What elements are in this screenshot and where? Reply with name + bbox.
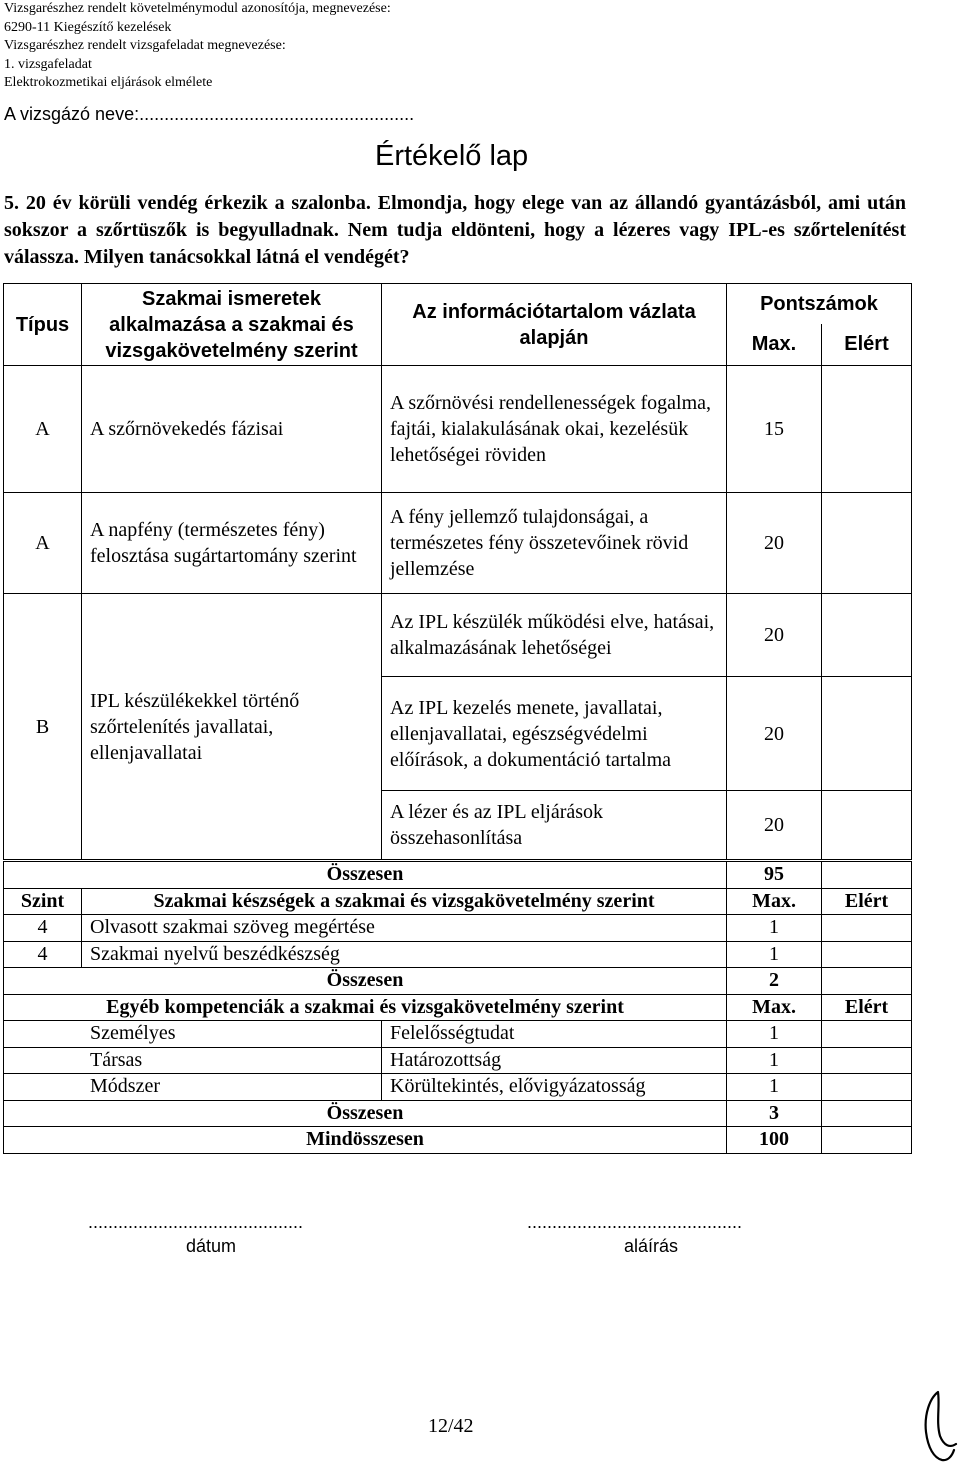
row-type: A bbox=[4, 493, 82, 594]
table-row bbox=[4, 1021, 912, 1048]
date-dotted-line: ........................................... bbox=[88, 1212, 304, 1232]
table-row bbox=[4, 366, 912, 493]
header-line: Vizsgarészhez rendelt vizsgafeladat megnevezése: bbox=[4, 38, 286, 53]
task-description: 5. 20 év körüli vendég érkezik a szalonba. Elmondja, hogy elege van az állandó gyantázásból, ami után sokszor a szőrtüszők is begyulladnak. Nem tudja eldönteni, hogy a lézeres vagy IPL-es szőrtelenítést válassza. Milyen tanácsokkal látná el vendégét? bbox=[4, 192, 906, 268]
row-max: 15 bbox=[727, 366, 822, 493]
header-points: Pontszámok bbox=[727, 284, 912, 324]
skill-max: 1 bbox=[727, 941, 822, 968]
skills-total-achieved bbox=[822, 968, 912, 995]
header-line: 6290-11 Kiegészítő kezelések bbox=[4, 19, 172, 35]
skill-max: 1 bbox=[727, 915, 822, 942]
header-type: Típus bbox=[4, 284, 82, 366]
competency-max: 1 bbox=[727, 1021, 822, 1048]
table-row bbox=[4, 941, 912, 968]
row-content: Az IPL készülék működési elve, hatásai, alkalmazásának lehetőségei bbox=[382, 594, 727, 677]
row-topic: A szőrnövekedés fázisai bbox=[82, 366, 382, 493]
row-content: Az IPL kezelés menete, javallatai, ellenjavallatai, egészségvédelmi előírások, a dokumentáció tartalma bbox=[382, 677, 727, 791]
competency-header-title: Egyéb kompetenciák a szakmai és vizsgakövetelmény szerint bbox=[4, 994, 727, 1021]
row-content: A szőrnövési rendellenességek fogalma, fajtái, kialakulásának okai, kezelésük lehetőségei röviden bbox=[382, 366, 727, 493]
total-row bbox=[4, 862, 912, 889]
skill-name: Olvasott szakmai szöveg megértése bbox=[82, 915, 727, 942]
header-line: 1. vizsgafeladat bbox=[4, 56, 92, 72]
knowledge-score-table bbox=[3, 283, 912, 860]
header-max: Max. bbox=[727, 324, 822, 366]
skills-header-title: Szakmai készségek a szakmai és vizsgakövetelmény szerint bbox=[82, 888, 727, 915]
competency-header-achieved: Elért bbox=[822, 994, 912, 1021]
competency-max: 1 bbox=[727, 1047, 822, 1074]
row-max: 20 bbox=[727, 677, 822, 791]
grand-total-row bbox=[4, 1127, 912, 1154]
table-row bbox=[4, 493, 912, 594]
header-line: Elektrokozmetikai eljárások elmélete bbox=[4, 75, 213, 90]
row-achieved bbox=[822, 493, 912, 594]
competency-name: Határozottság bbox=[382, 1047, 727, 1074]
table-row bbox=[4, 915, 912, 942]
handwritten-initial-icon bbox=[918, 1388, 960, 1463]
header-content: Az információtartalom vázlata alapján bbox=[382, 284, 727, 366]
header-line: Vizsgarészhez rendelt követelménymodul azonosítója, megnevezése: bbox=[4, 1, 391, 16]
knowledge-total-achieved bbox=[822, 862, 912, 889]
row-achieved bbox=[822, 677, 912, 791]
table-row bbox=[4, 594, 912, 677]
header-achieved: Elért bbox=[822, 324, 912, 366]
skill-level: 4 bbox=[4, 941, 82, 968]
competency-name: Felelősségtudat bbox=[382, 1021, 727, 1048]
row-max: 20 bbox=[727, 791, 822, 860]
skills-competency-table bbox=[3, 861, 912, 1154]
skills-header-row bbox=[4, 888, 912, 915]
grand-total-label: Mindösszesen bbox=[4, 1127, 727, 1154]
competency-achieved bbox=[822, 1074, 912, 1101]
competency-max: 1 bbox=[727, 1074, 822, 1101]
signature-dotted-line: ........................................... bbox=[527, 1212, 743, 1232]
grand-total-achieved bbox=[822, 1127, 912, 1154]
row-type: A bbox=[4, 366, 82, 493]
total-row bbox=[4, 968, 912, 995]
skill-level: 4 bbox=[4, 915, 82, 942]
row-topic: A napfény (természetes fény) felosztása sugártartomány szerint bbox=[82, 493, 382, 594]
competency-category: Társas bbox=[4, 1047, 382, 1074]
grand-total-max: 100 bbox=[727, 1127, 822, 1154]
row-achieved bbox=[822, 791, 912, 860]
row-achieved bbox=[822, 594, 912, 677]
knowledge-total-max: 95 bbox=[727, 862, 822, 889]
skills-header-max: Max. bbox=[727, 888, 822, 915]
date-label: dátum bbox=[186, 1236, 237, 1256]
table-row bbox=[4, 1074, 912, 1101]
skills-total-max: 2 bbox=[727, 968, 822, 995]
competency-total-achieved bbox=[822, 1100, 912, 1127]
skills-header-level: Szint bbox=[4, 888, 82, 915]
skills-header-achieved: Elért bbox=[822, 888, 912, 915]
competency-category: Személyes bbox=[4, 1021, 382, 1048]
row-content: A fény jellemző tulajdonságai, a természetes fény összetevőinek rövid jellemzése bbox=[382, 493, 727, 594]
competency-achieved bbox=[822, 1047, 912, 1074]
row-type: B bbox=[4, 594, 82, 860]
page-number: 12/42 bbox=[428, 1415, 474, 1437]
skill-name: Szakmai nyelvű beszédkészség bbox=[82, 941, 727, 968]
competency-header-row bbox=[4, 994, 912, 1021]
table-row bbox=[4, 1047, 912, 1074]
skill-achieved bbox=[822, 915, 912, 942]
document-header bbox=[4, 0, 391, 93]
row-content: A lézer és az IPL eljárások összehasonlítása bbox=[382, 791, 727, 860]
row-max: 20 bbox=[727, 594, 822, 677]
skill-achieved bbox=[822, 941, 912, 968]
signature-label: aláírás bbox=[624, 1236, 679, 1256]
header-knowledge: Szakmai ismeretek alkalmazása a szakmai és vizsgakövetelmény szerint bbox=[82, 284, 382, 366]
competency-category: Módszer bbox=[4, 1074, 382, 1101]
row-topic: IPL készülékekkel történő szőrtelenítés javallatai, ellenjavallatai bbox=[82, 594, 382, 860]
row-max: 20 bbox=[727, 493, 822, 594]
knowledge-total-label: Összesen bbox=[4, 862, 727, 889]
competency-name: Körültekintés, elővigyázatosság bbox=[382, 1074, 727, 1101]
competency-header-max: Max. bbox=[727, 994, 822, 1021]
page-title: Értékelő lap bbox=[375, 140, 529, 172]
examinee-name-line: A vizsgázó neve:....................................................... bbox=[4, 104, 415, 124]
competency-total-max: 3 bbox=[727, 1100, 822, 1127]
skills-total-label: Összesen bbox=[4, 968, 727, 995]
competency-total-label: Összesen bbox=[4, 1100, 727, 1127]
row-achieved bbox=[822, 366, 912, 493]
competency-achieved bbox=[822, 1021, 912, 1048]
total-row bbox=[4, 1100, 912, 1127]
